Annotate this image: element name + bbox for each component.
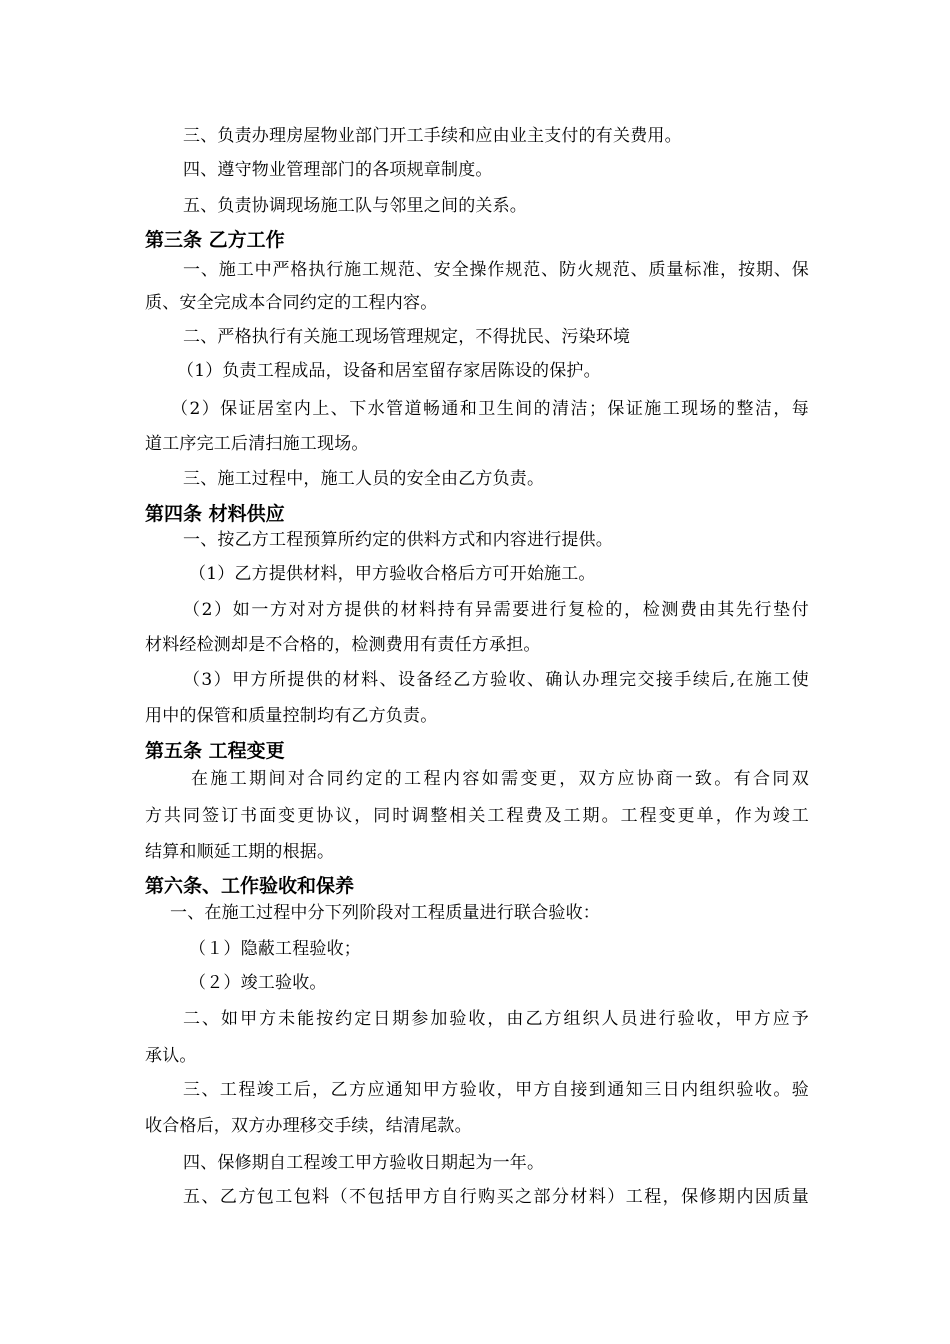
paragraph-line: 结算和顺延工期的根据。 [145, 842, 335, 862]
section-heading: 第三条 乙方工作 [145, 229, 285, 251]
section-heading: 第六条、工作验收和保养 [145, 875, 355, 897]
paragraph-line: 五、乙方包工包料（不包括甲方自行购买之部分材料）工程，保修期内因质量 [183, 1187, 809, 1207]
paragraph-line: 质、安全完成本合同约定的工程内容。 [145, 293, 438, 313]
paragraph-line: 方共同签订书面变更协议，同时调整相关工程费及工期。工程变更单，作为竣工 [145, 806, 809, 826]
paragraph-line: （3）甲方所提供的材料、设备经乙方验收、确认办理完交接手续后,在施工使 [183, 670, 809, 690]
paragraph-line: （１）隐蔽工程验收； [189, 939, 361, 959]
paragraph-line: 一、施工中严格执行施工规范、安全操作规范、防火规范、质量标准，按期、保 [183, 260, 809, 280]
paragraph-line: （2）如一方对对方提供的材料持有异需要进行复检的，检测费由其先行垫付 [183, 600, 809, 620]
paragraph-line: 一、按乙方工程预算所约定的供料方式和内容进行提供。 [183, 530, 613, 550]
paragraph-line: 承认。 [145, 1046, 197, 1066]
paragraph-line: （２）竣工验收。 [189, 973, 327, 993]
paragraph-line: （2）保证居室内上、下水管道畅通和卫生间的清洁；保证施工现场的整洁，每 [171, 399, 809, 419]
paragraph-line: 四、保修期自工程竣工甲方验收日期起为一年。 [183, 1153, 545, 1173]
paragraph-line: 收合格后，双方办理移交手续，结清尾款。 [145, 1116, 472, 1136]
paragraph-line: 用中的保管和质量控制均有乙方负责。 [145, 706, 438, 726]
paragraph-line: 三、施工过程中，施工人员的安全由乙方负责。 [183, 469, 545, 489]
paragraph-line: 二、如甲方未能按约定日期参加验收，由乙方组织人员进行验收，甲方应予 [183, 1009, 809, 1029]
paragraph-line: （1）乙方提供材料，甲方验收合格后方可开始施工。 [189, 564, 596, 584]
paragraph-line: 三、工程竣工后，乙方应通知甲方验收，甲方自接到通知三日内组织验收。验 [183, 1080, 809, 1100]
paragraph-line: 一、在施工过程中分下列阶段对工程质量进行联合验收： [170, 903, 600, 923]
paragraph-line: 二、严格执行有关施工现场管理规定，不得扰民、污染环境 [183, 327, 631, 347]
paragraph-line: 三、负责办理房屋物业部门开工手续和应由业主支付的有关费用。 [183, 126, 682, 146]
paragraph-line: 在施工期间对合同约定的工程内容如需变更，双方应协商一致。有合同双 [191, 769, 809, 789]
paragraph-line: 材料经检测却是不合格的，检测费用有责任方承担。 [145, 635, 541, 655]
paragraph-line: 四、遵守物业管理部门的各项规章制度。 [183, 160, 493, 180]
section-heading: 第四条 材料供应 [145, 503, 285, 525]
paragraph-line: （1）负责工程成品，设备和居室留存家居陈设的保护。 [177, 361, 601, 381]
paragraph-line: 道工序完工后清扫施工现场。 [145, 434, 369, 454]
paragraph-line: 五、负责协调现场施工队与邻里之间的关系。 [183, 196, 527, 216]
section-heading: 第五条 工程变更 [145, 740, 285, 762]
